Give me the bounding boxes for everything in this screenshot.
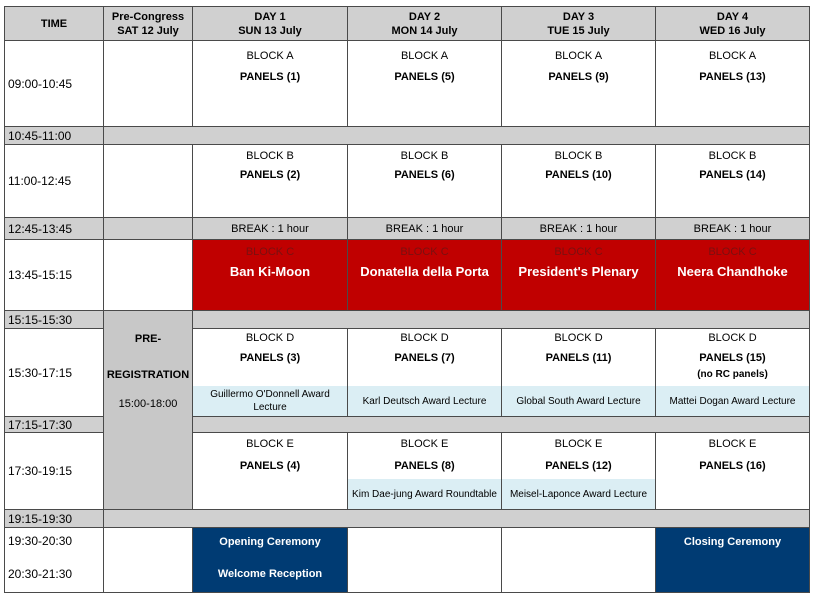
- pre-registration-line1: PRE-: [134, 333, 162, 345]
- block-a-day2: BLOCK A PANELS (5): [348, 41, 502, 127]
- block-d-day4: BLOCK D PANELS (15) (no RC panels) Mattei Dogan Award Lecture: [656, 329, 810, 417]
- empty-cell: [348, 528, 502, 593]
- pre-congress-empty-cell: [104, 145, 193, 218]
- block-c-row: [5, 240, 810, 311]
- block-a-day1: BLOCK A PANELS (1): [193, 41, 348, 127]
- pre-congress-empty-cell: [104, 41, 193, 127]
- break-day3: BREAK : 1 hour: [502, 218, 656, 240]
- plenary-day1: BLOCK C Ban Ki-Moon: [193, 240, 348, 311]
- congress-schedule-table: [4, 6, 810, 593]
- gap-fill: [104, 127, 810, 145]
- time-label: 13:45-15:15: [5, 240, 104, 311]
- break-day2: BREAK : 1 hour: [348, 218, 502, 240]
- award-lecture: Karl Deutsch Award Lecture: [348, 386, 501, 416]
- day1-header: DAY 1 SUN 13 July: [193, 7, 348, 41]
- time-label: 19:15-19:30: [5, 510, 104, 528]
- time-label: 10:45-11:00: [5, 127, 104, 145]
- award-lecture: Mattei Dogan Award Lecture: [656, 386, 809, 416]
- plenary-day3: BLOCK C President's Plenary: [502, 240, 656, 311]
- break-day1: BREAK : 1 hour: [193, 218, 348, 240]
- gap-row: [5, 311, 810, 329]
- block-a-day3: BLOCK A PANELS (9): [502, 41, 656, 127]
- day2-header: DAY 2 MON 14 July: [348, 7, 502, 41]
- evening-times: [5, 528, 104, 593]
- block-b-day1: BLOCK B PANELS (2): [193, 145, 348, 218]
- time-label: 15:30-17:15: [5, 329, 104, 417]
- time-label: 19:30-20:30: [8, 534, 73, 548]
- block-e-day3: BLOCK E PANELS (12) Meisel-Laponce Award Lecture: [502, 433, 656, 510]
- award-lecture: Meisel-Laponce Award Lecture: [502, 479, 655, 509]
- pre-congress-header: Pre-Congress SAT 12 July: [104, 7, 193, 41]
- time-header: TIME: [5, 7, 104, 41]
- block-b-row: [5, 145, 810, 218]
- block-e-day4: BLOCK E PANELS (16): [656, 433, 810, 510]
- closing-ceremony-cell: [656, 528, 810, 593]
- time-label: 11:00-12:45: [5, 145, 104, 218]
- pre-registration-cell: [104, 311, 193, 510]
- block-b-day2: BLOCK B PANELS (6): [348, 145, 502, 218]
- no-rc-panels-note: (no RC panels): [697, 369, 768, 380]
- break-row: [5, 218, 810, 240]
- welcome-reception-label: Welcome Reception: [217, 568, 323, 580]
- empty-cell: [502, 528, 656, 593]
- award-lecture: Guillermo O'Donnell Award Lecture: [193, 386, 347, 416]
- header-row: [5, 7, 810, 41]
- award-roundtable: Kim Dae-jung Award Roundtable: [348, 479, 501, 509]
- pre-registration-time: 15:00-18:00: [118, 398, 178, 410]
- plenary-day2: BLOCK C Donatella della Porta: [348, 240, 502, 311]
- time-label: 17:30-19:15: [5, 433, 104, 510]
- gap-fill: [193, 311, 810, 329]
- block-e-day1: BLOCK E PANELS (4): [193, 433, 348, 510]
- block-a-row: [5, 41, 810, 127]
- block-b-day4: BLOCK B PANELS (14): [656, 145, 810, 218]
- gap-fill: [193, 417, 810, 433]
- opening-ceremony-cell: [193, 528, 348, 593]
- time-label: 09:00-10:45: [5, 41, 104, 127]
- block-a-day4: BLOCK A PANELS (13): [656, 41, 810, 127]
- block-d-day2: BLOCK D PANELS (7) Karl Deutsch Award Lecture: [348, 329, 502, 417]
- day4-header: DAY 4 WED 16 July: [656, 7, 810, 41]
- pre-registration-line2: REGISTRATION: [106, 369, 190, 381]
- time-label: 20:30-21:30: [8, 567, 73, 581]
- block-e-day2: BLOCK E PANELS (8) Kim Dae-jung Award Roundtable: [348, 433, 502, 510]
- gap-row: [5, 510, 810, 528]
- opening-ceremony-label: Opening Ceremony: [219, 536, 321, 548]
- day3-header: DAY 3 TUE 15 July: [502, 7, 656, 41]
- time-label: 12:45-13:45: [5, 218, 104, 240]
- plenary-day4: BLOCK C Neera Chandhoke: [656, 240, 810, 311]
- evening-row: [5, 528, 810, 593]
- award-lecture: Global South Award Lecture: [502, 386, 655, 416]
- closing-ceremony-label: Closing Ceremony: [683, 536, 782, 548]
- block-b-day3: BLOCK B PANELS (10): [502, 145, 656, 218]
- pre-congress-empty-cell: [104, 240, 193, 311]
- gap-row: [5, 127, 810, 145]
- block-d-day1: BLOCK D PANELS (3) Guillermo O'Donnell Award Lecture: [193, 329, 348, 417]
- break-day4: BREAK : 1 hour: [656, 218, 810, 240]
- gap-fill: [104, 218, 193, 240]
- pre-congress-empty-cell: [104, 528, 193, 593]
- time-label: 15:15-15:30: [5, 311, 104, 329]
- time-label: 17:15-17:30: [5, 417, 104, 433]
- gap-fill: [104, 510, 810, 528]
- block-d-day3: BLOCK D PANELS (11) Global South Award Lecture: [502, 329, 656, 417]
